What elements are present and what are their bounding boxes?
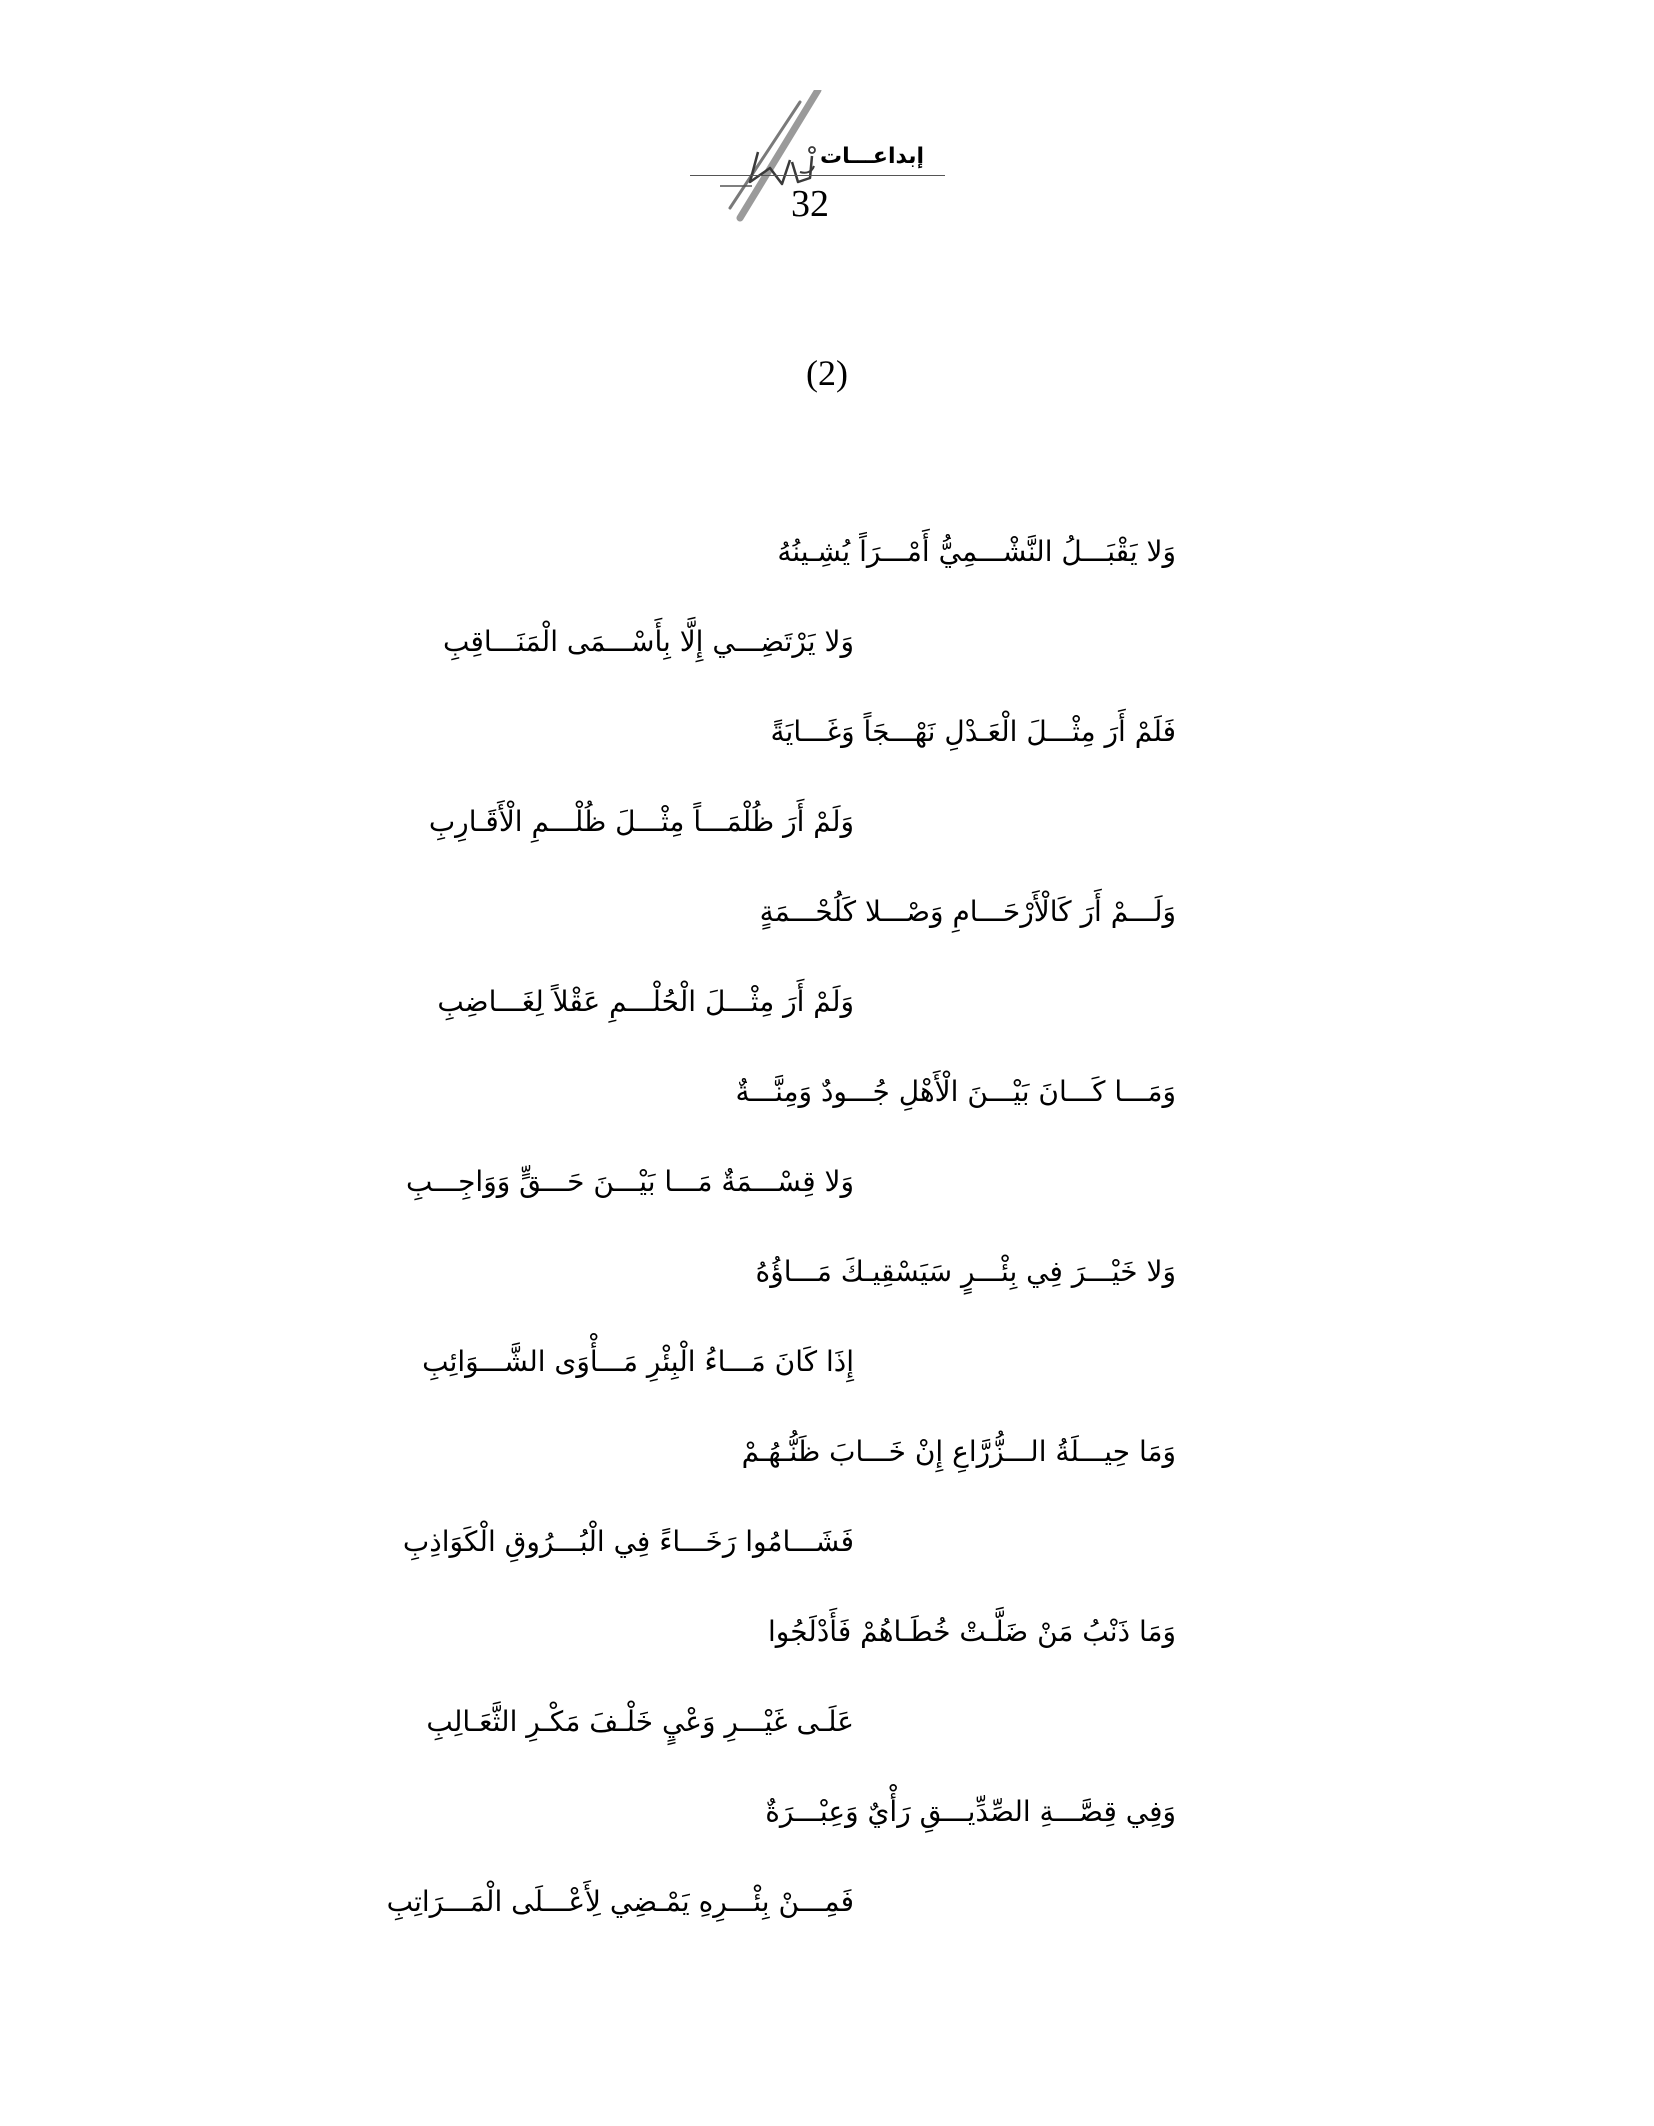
- verse-line: فَمِـــنْ بِئْـــرِهِ يَمْـضِي لِأَعْـــلَى الْمَـــرَاتِبِ: [386, 1885, 854, 1918]
- verse-line: وَلَمْ أَرَ مِثْـــلَ الْحُلْـــمِ عَقْلاً لِغَـــاضِبِ: [437, 985, 854, 1018]
- verse-line: وَفِي قِصَّـــةِ الصِّدِّيـــقِ رَأْيٌ وَعِبْـــرَةٌ: [765, 1795, 1176, 1828]
- verse-line: وَلَمْ أَرَ ظُلْمَـــاً مِثْـــلَ ظُلْـــمِ الْأَقَـارِبِ: [428, 805, 854, 838]
- verse-line: وَمَا ذَنْبُ مَنْ ضَلَّـتْ خُطَـاهُمْ فَأَدْلَجُوا: [767, 1615, 1176, 1648]
- verse-line: فَلَمْ أَرَ مِثْـــلَ الْعَـدْلِ نَهْـــجَاً وَغَـــايَةً: [770, 715, 1176, 748]
- verse-line: وَلا خَيْـــرَ فِي بِئْـــرٍ سَيَسْقِيـكَ مَـــاؤُهُ: [755, 1255, 1176, 1288]
- verse-line: وَمَـــا كَـــانَ بَيْـــنَ الْأَهْلِ جُـــودٌ وَمِنَّـــةٌ: [735, 1075, 1176, 1108]
- verse-line: فَشَـــامُوا رَخَـــاءً فِي الْبُـــرُوقِ الْكَوَاذِبِ: [402, 1525, 854, 1558]
- verse-line: وَمَا حِيـــلَةُ الـــزُّرَّاعِ إِنْ خَـــابَ ظَنُّـهُـمْ: [741, 1435, 1176, 1468]
- verse-line: وَلا يَقْبَـــلُ النَّشْـــمِيُّ أَمْـــرَاً يُشِـينُهُ: [777, 535, 1176, 568]
- series-label: إبداعـــات: [820, 144, 925, 169]
- page-number: 32: [791, 183, 829, 225]
- verse-line: وَلا يَرْتَضِـــي إِلَّا بِأَسْـــمَى الْمَنَـــاقِبِ: [443, 625, 854, 658]
- verse-line: إِذَا كَانَ مَـــاءُ الْبِئْرِ مَـــأْوَى الشَّـــوَائِبِ: [422, 1345, 854, 1378]
- verse-line: وَلا قِسْـــمَةٌ مَـــا بَيْـــنَ حَـــقٍّ وَوَاجِـــبِ: [406, 1165, 854, 1198]
- verse-line: وَلَـــمْ أَرَ كَالْأَرْحَـــامِ وَصْـــلا كَلُحْـــمَةٍ: [759, 895, 1176, 928]
- verse-line: عَلَـى غَيْـــرِ وَعْيٍ خَلْـفَ مَكْـرِ الثَّعَـالِبِ: [426, 1705, 854, 1738]
- poem-number: (2): [806, 353, 848, 393]
